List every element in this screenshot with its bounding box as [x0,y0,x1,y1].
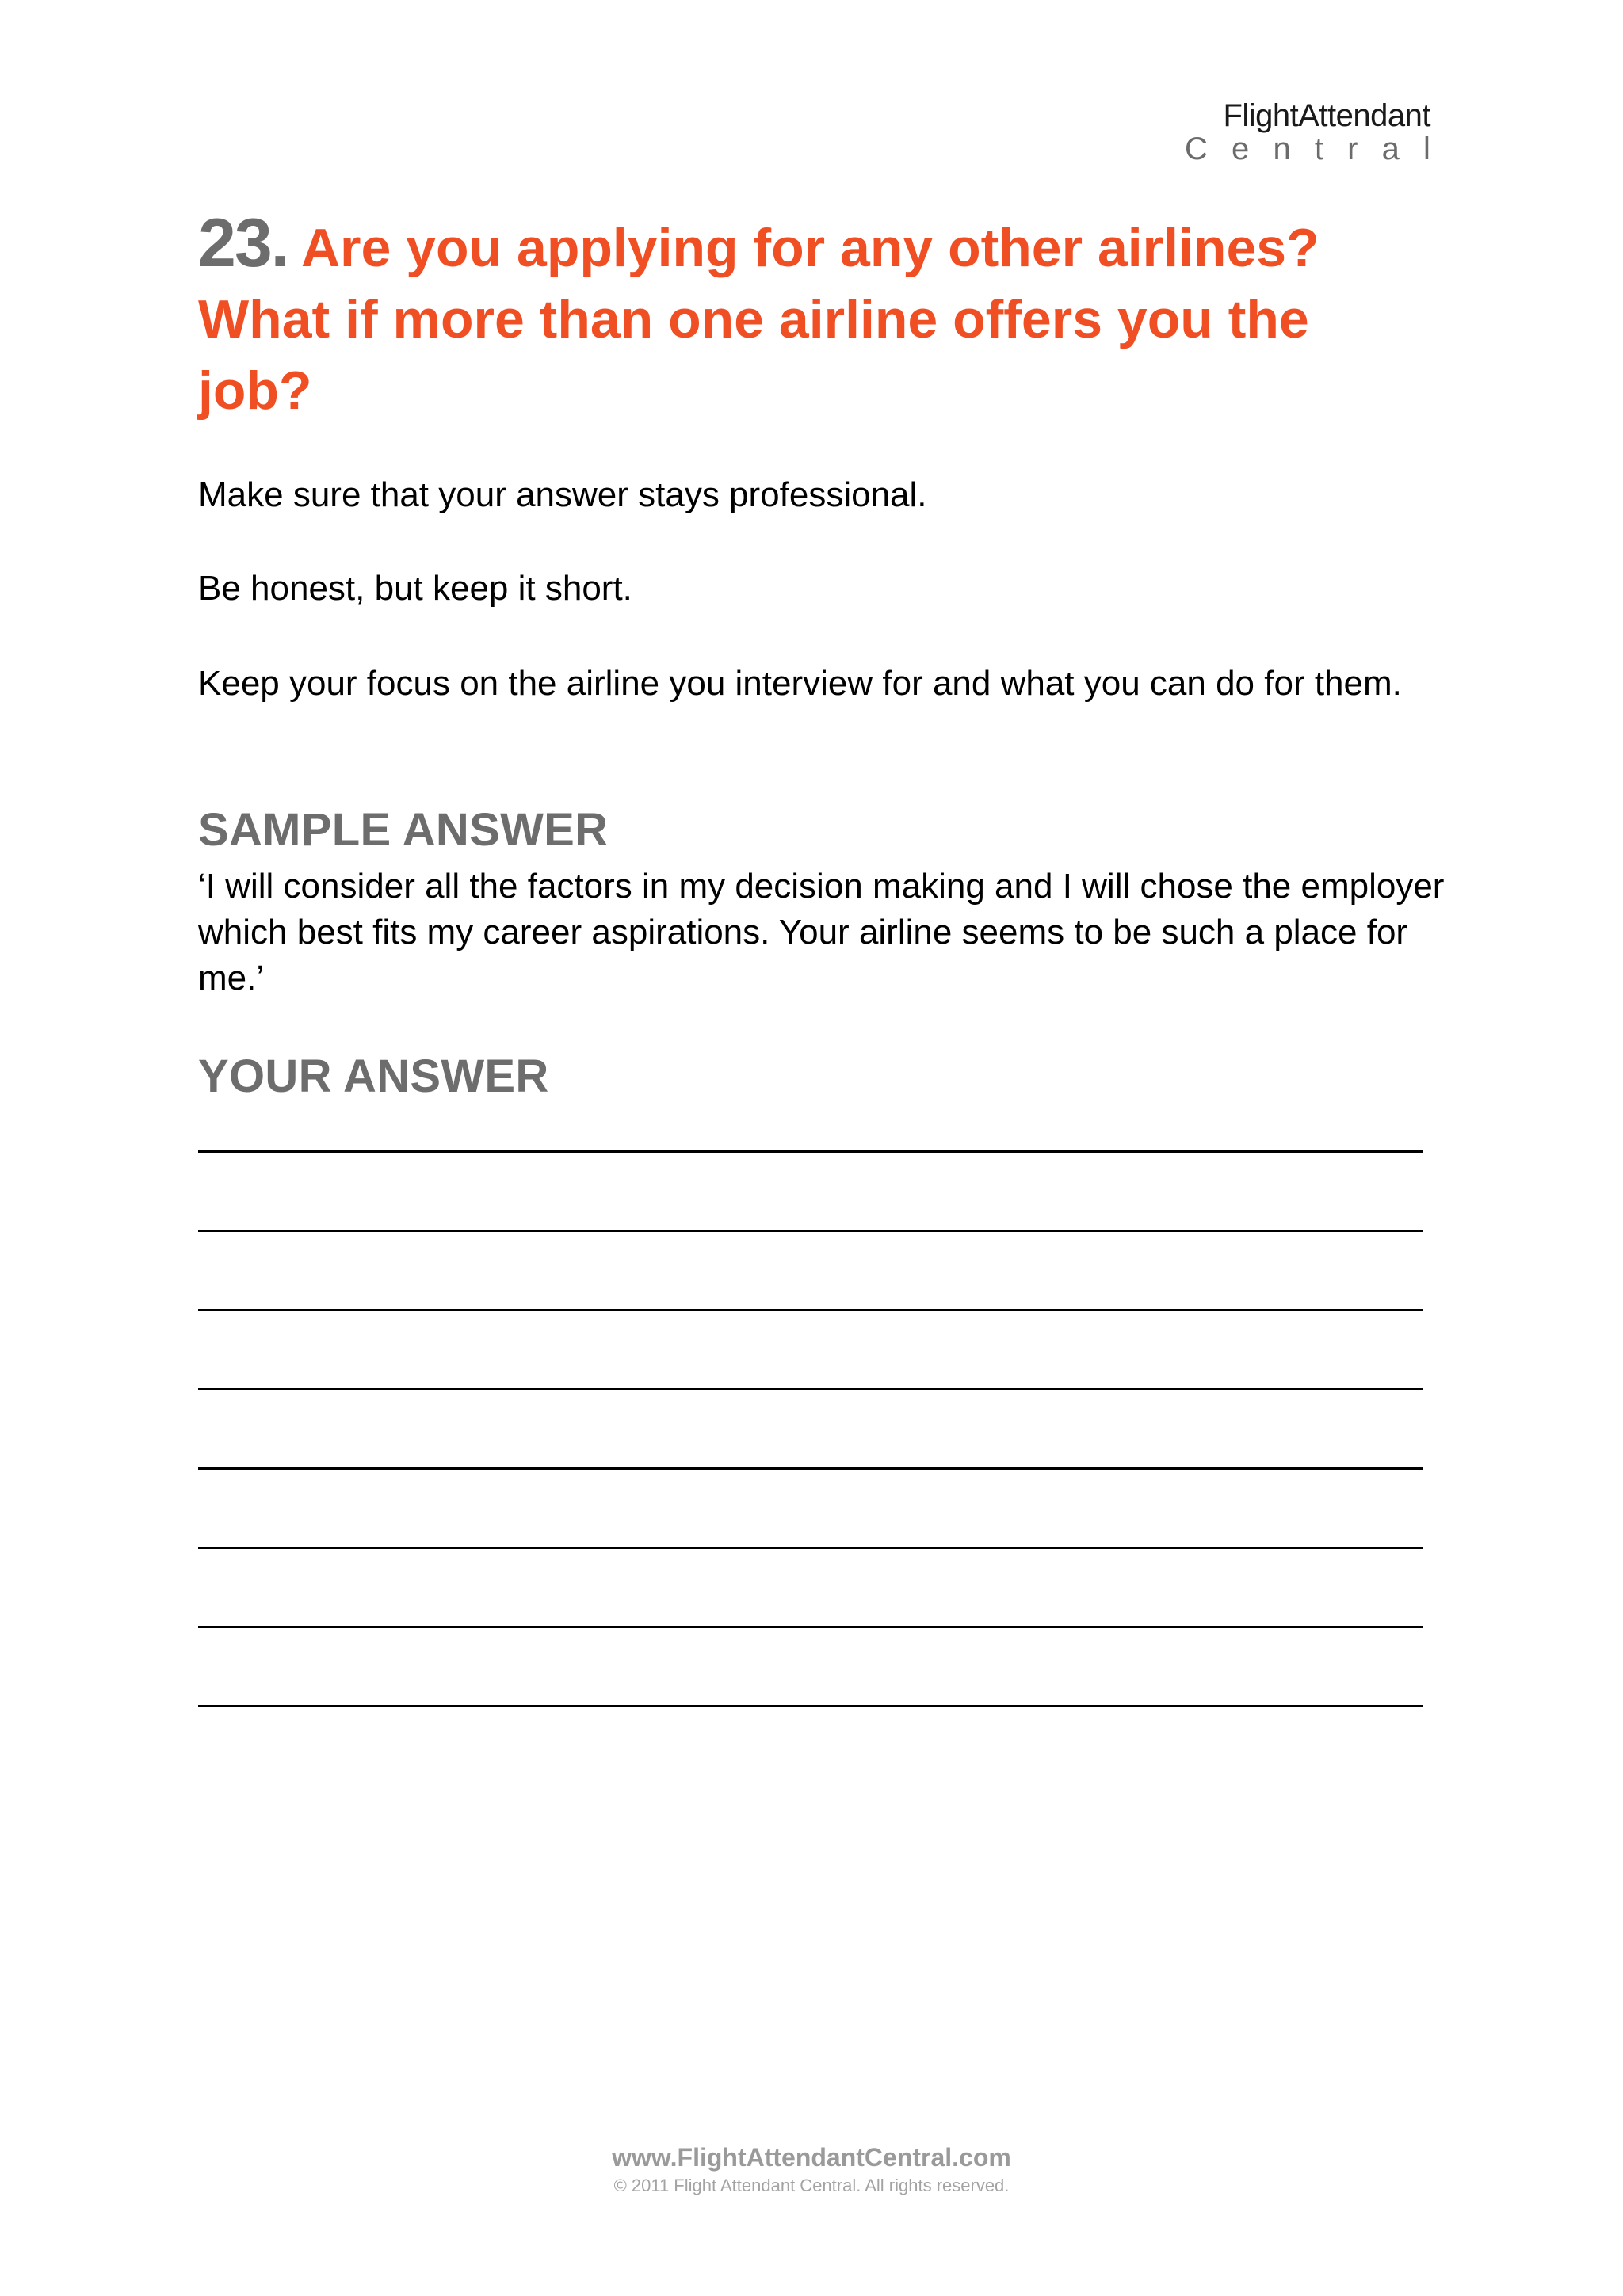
answer-write-line [198,1150,1423,1153]
brand-logo [1185,98,1430,170]
answer-write-line [198,1309,1423,1311]
answer-write-line [198,1705,1423,1707]
question-number: 23. [198,205,288,281]
logo-letter: n [1273,132,1291,166]
footer-copyright: © 2011 Flight Attendant Central. All rights reserved. [613,2176,1010,2195]
answer-write-line [198,1388,1423,1390]
logo-letter: l [1423,132,1430,166]
sample-answer-title: SAMPLE ANSWER [198,804,609,856]
logo-letter: e [1232,132,1250,166]
answer-write-line [198,1547,1423,1549]
your-answer-title: YOUR ANSWER [198,1051,549,1102]
logo-letter: t [1314,132,1323,166]
logo-wordmark-top: FlightAttendant [1223,98,1430,133]
question-text: Are you applying for any other airlines? What if more than one airline offers you the job? [198,218,1319,421]
logo-letter: C [1185,132,1208,166]
logo-letter: a [1381,132,1400,166]
tip-paragraph: Keep your focus on the airline you interview for and what you can do for them. [198,664,1402,703]
logo-wordmark-bottom [1185,132,1430,166]
answer-write-line [198,1467,1423,1470]
answer-write-line [198,1230,1423,1232]
logo-letter: r [1347,132,1358,166]
tip-paragraph: Make sure that your answer stays professional. [198,475,927,514]
tip-paragraph: Be honest, but keep it short. [198,569,632,608]
answer-lines [198,1150,1423,1784]
footer-url: www.FlightAttendantCentral.com [612,2143,1011,2172]
sample-answer-text: ‘I will consider all the factors in my decision making and I will chose the employer which best fits my career aspirations. Your airline seems to be such a place for me.’ [198,867,1445,997]
answer-write-line [198,1626,1423,1628]
question-heading [198,205,1434,426]
